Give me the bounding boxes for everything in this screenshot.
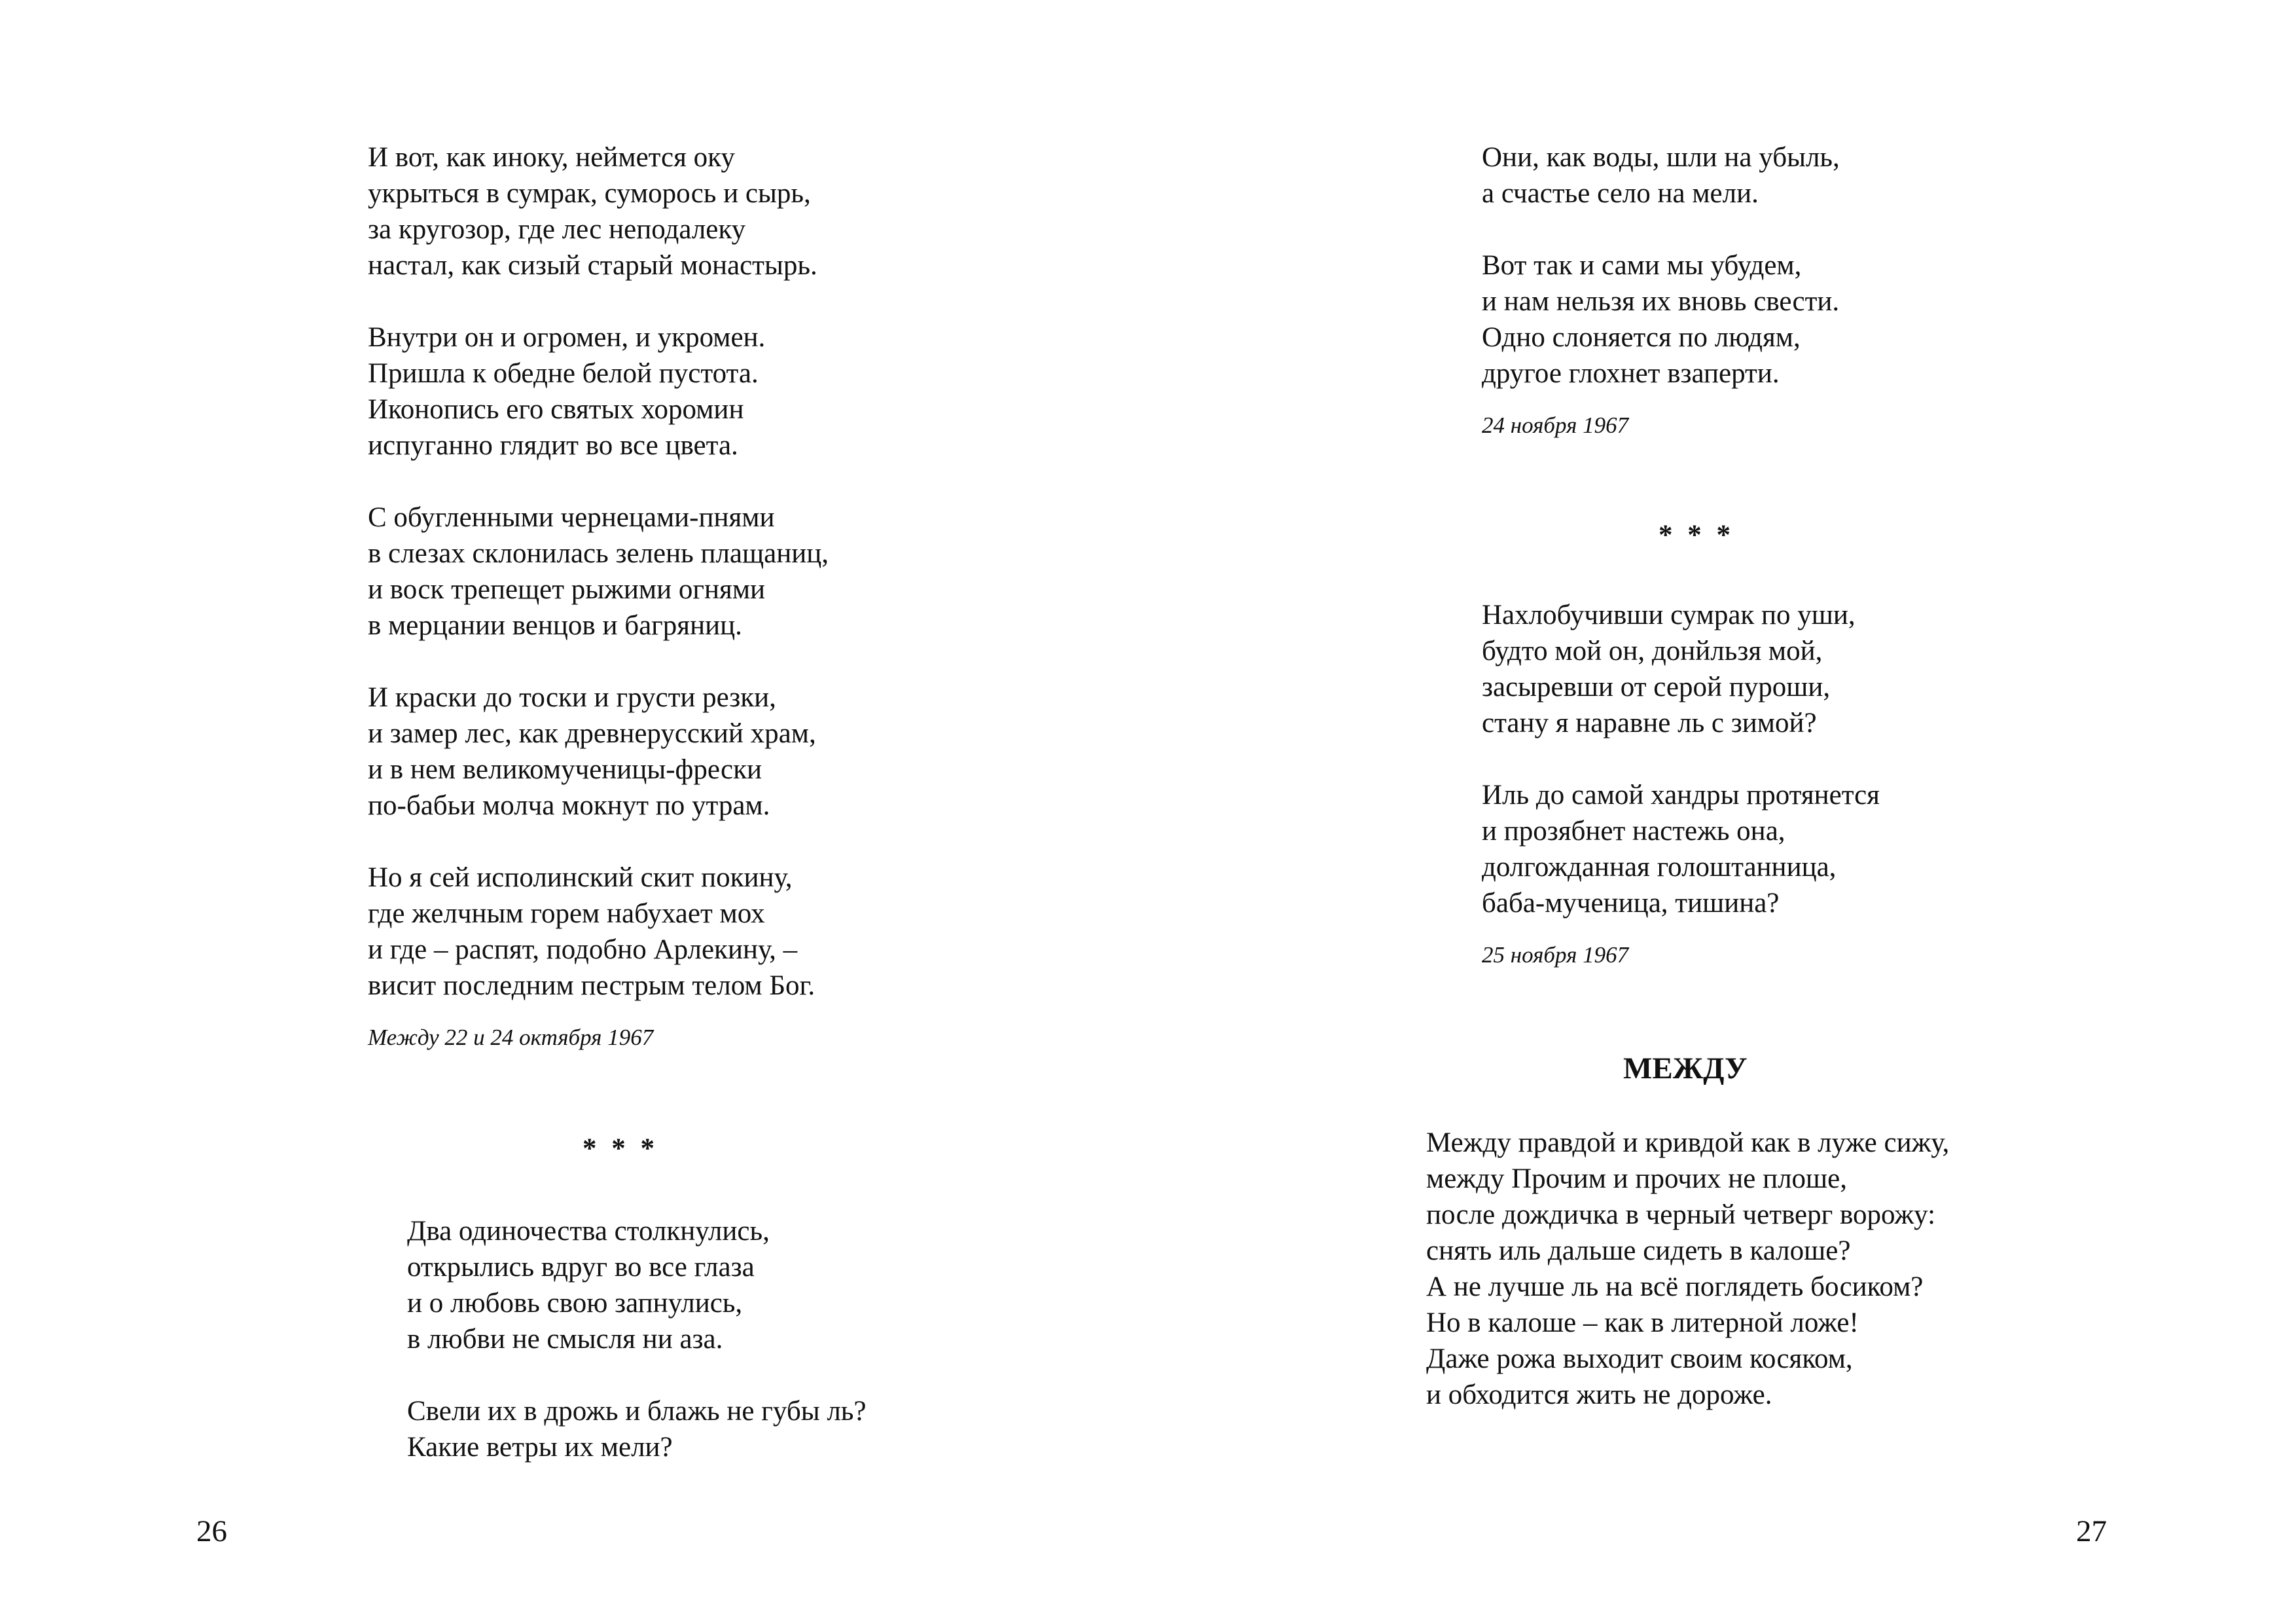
section-separator: * * *: [1659, 520, 1734, 551]
stanza: [407, 1213, 867, 1357]
poem-line: открылись вдруг во все глаза: [407, 1252, 755, 1283]
poem-line: Между правдой и кривдой как в луже сижу,: [1426, 1127, 1950, 1158]
poem-line: висит последним пестрым телом Бог.: [368, 970, 816, 1001]
poem-line: и о любовь свою запнулись,: [407, 1288, 743, 1319]
poem-line: Вот так и сами мы убудем,: [1482, 250, 1802, 281]
poem-line: и замер лес, как древнерусский храм,: [368, 718, 816, 749]
poem-line: баба-мученица, тишина?: [1482, 888, 1780, 919]
poem-line: Два одиночества столкнулись,: [407, 1216, 770, 1247]
stanza: [368, 500, 829, 644]
poem-line: а счастье село на мели.: [1482, 178, 1759, 209]
poem-line: и прозябнет настежь она,: [1482, 816, 1785, 847]
poem-line: где желчным горем набухает мох: [368, 898, 765, 929]
poem-line: за кругозор, где лес неподалеку: [368, 214, 746, 245]
poem-line: по-бабьи молча мокнут по утрам.: [368, 790, 770, 821]
poem-line: Нахлобучивши сумрак по уши,: [1482, 600, 1856, 630]
poem-line: С обугленными чернецами-пнями: [368, 502, 775, 533]
poem-two-loneliness: [407, 1213, 867, 1501]
page-number: 27: [2076, 1514, 2107, 1548]
poem-line: между Прочим и прочих не плоше,: [1426, 1163, 1847, 1194]
poem-line: стану я наравне ль с зимой?: [1482, 708, 1817, 739]
poem-line: И вот, как иноку, неймется оку: [368, 142, 735, 173]
poem-date: 25 ноября 1967: [1482, 942, 1629, 968]
stanza: [1482, 777, 1880, 921]
poem-line: Одно слоняется по людям,: [1482, 322, 1801, 353]
poem-line: в мерцании венцов и багряниц.: [368, 610, 742, 641]
poem-line: снять иль дальше сидеть в калоше?: [1426, 1235, 1851, 1266]
stanza: [368, 860, 829, 1004]
poem-two-loneliness-continued: [1482, 139, 1840, 440]
poem-line: Даже рожа выходит своим косяком,: [1426, 1343, 1853, 1374]
poem-date: 24 ноября 1967: [1482, 412, 1629, 438]
stanza: [368, 319, 829, 464]
poem-line: Иконопись его святых хоромин: [368, 394, 744, 425]
poem-line: настал, как сизый старый монастырь.: [368, 250, 817, 281]
poem-line: Пришла к обедне белой пустота.: [368, 358, 759, 389]
poem-line: будто мой он, донйльзя мой,: [1482, 636, 1823, 666]
poem-line: долгожданная голоштанница,: [1482, 852, 1837, 883]
poem-date: Между 22 и 24 октября 1967: [368, 1025, 654, 1050]
section-separator: * * *: [583, 1133, 658, 1164]
poem-line: испуганно глядит во все цвета.: [368, 430, 738, 461]
poem-line: засыревши от серой пуроши,: [1482, 672, 1831, 702]
poem-line: Какие ветры их мели?: [407, 1432, 673, 1463]
stanza: [1482, 139, 1840, 211]
poem-line: и нам нельзя их вновь свести.: [1482, 286, 1840, 317]
stanza: [1482, 247, 1840, 392]
poem-line: И краски до тоски и грусти резки,: [368, 682, 776, 713]
poem-line: Они, как воды, шли на убыль,: [1482, 142, 1840, 173]
poem-line: и в нем великомученицы-фрески: [368, 754, 762, 785]
poem-line: другое глохнет взаперти.: [1482, 358, 1780, 389]
poem-line: Но в калоше – как в литерной ложе!: [1426, 1307, 1859, 1338]
poem-dusk: [1482, 597, 1880, 970]
poem-monastery: [368, 139, 829, 1052]
poem-line: и где – распят, подобно Арлекину, –: [368, 934, 798, 965]
poem-title: МЕЖДУ: [1623, 1051, 1748, 1085]
poem-line: Иль до самой хандры протянется: [1482, 780, 1880, 811]
poem-line: после дождичка в черный четверг ворожу:: [1426, 1199, 1936, 1230]
poem-line: Но я сей исполинский скит покину,: [368, 862, 793, 893]
poem-line: в любви не смысля ни аза.: [407, 1324, 723, 1355]
stanza: [1482, 597, 1880, 741]
stanza: [368, 680, 829, 824]
poem-line: Свели их в дрожь и блажь не губы ль?: [407, 1396, 867, 1427]
poem-line: и воск трепещет рыжими огнями: [368, 574, 766, 605]
stanza: [407, 1393, 867, 1465]
stanza: [1426, 1125, 1949, 1413]
poem-line: укрыться в сумрак, суморось и сырь,: [368, 178, 811, 209]
right-page: [1148, 0, 2296, 1623]
stanza: [368, 139, 829, 283]
poem-line: А не лучше ль на всё поглядеть босиком?: [1426, 1271, 1924, 1302]
poem-between: [1426, 1125, 1949, 1449]
poem-line: в слезах склонилась зелень плащаниц,: [368, 538, 829, 569]
poem-line: и обходится жить не дороже.: [1426, 1379, 1772, 1410]
poem-line: Внутри он и огромен, и укромен.: [368, 322, 766, 353]
page-number: 26: [196, 1514, 227, 1548]
